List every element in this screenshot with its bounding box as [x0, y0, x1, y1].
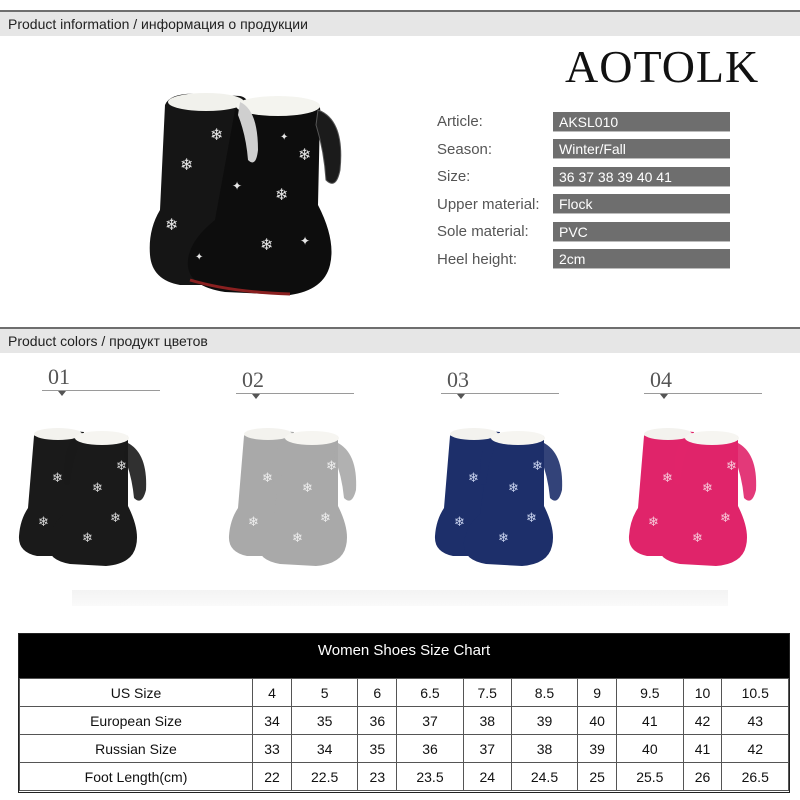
size-chart-cell: 37 — [397, 707, 463, 735]
svg-text:❄: ❄ — [92, 481, 103, 496]
size-chart-row-label: Foot Length(cm) — [20, 763, 253, 791]
size-chart-cell: 24.5 — [511, 763, 577, 791]
size-chart-cell: 42 — [683, 707, 722, 735]
svg-text:❄: ❄ — [210, 125, 224, 144]
svg-text:✦: ✦ — [195, 252, 204, 263]
spec-value-article: AKSL010 — [553, 112, 730, 132]
display-shelf — [72, 590, 728, 606]
color-number-02: 02 — [242, 367, 264, 392]
size-chart-cell: 9 — [578, 679, 617, 707]
size-chart-cell: 41 — [683, 735, 722, 763]
size-chart-cell: 25 — [578, 763, 617, 791]
size-chart-cell: 38 — [463, 707, 511, 735]
size-chart-title: Women Shoes Size Chart — [19, 634, 789, 678]
size-chart-cell: 41 — [617, 707, 683, 735]
color-pointer-03 — [457, 394, 465, 399]
spec-label-season: Season: — [437, 141, 493, 158]
spec-label-heel-height: Heel height: — [437, 251, 518, 268]
svg-text:❄: ❄ — [248, 515, 259, 530]
color-number-03: 03 — [447, 367, 469, 392]
size-chart-cell: 10.5 — [722, 679, 789, 707]
svg-text:❄: ❄ — [180, 155, 194, 174]
size-chart-cell: 36 — [397, 735, 463, 763]
svg-text:❄: ❄ — [662, 471, 673, 486]
svg-text:✦: ✦ — [300, 234, 311, 248]
size-chart-cell: 23.5 — [397, 763, 463, 791]
spec-value-size: 36 37 38 39 40 41 — [553, 167, 730, 187]
size-chart-cell: 8.5 — [511, 679, 577, 707]
svg-text:❄: ❄ — [320, 511, 331, 526]
svg-text:❄: ❄ — [302, 481, 313, 496]
svg-text:❄: ❄ — [275, 185, 289, 204]
svg-text:❄: ❄ — [648, 515, 659, 530]
product-info-title: Product information / информация о продукции — [8, 16, 308, 32]
spec-value-season: Winter/Fall — [553, 139, 730, 159]
size-chart-row — [20, 679, 789, 707]
size-chart-row — [20, 763, 789, 791]
size-chart-cell: 25.5 — [617, 763, 683, 791]
size-chart-cell: 42 — [722, 735, 789, 763]
size-chart-cell: 26 — [683, 763, 722, 791]
size-chart-cell: 10 — [683, 679, 722, 707]
spec-label-upper-material: Upper material: — [437, 196, 540, 213]
size-chart-cell: 5 — [291, 679, 357, 707]
size-chart-cell: 26.5 — [722, 763, 789, 791]
svg-text:❄: ❄ — [116, 459, 127, 474]
svg-text:❄: ❄ — [110, 511, 121, 526]
size-chart-cell: 6.5 — [397, 679, 463, 707]
size-chart-cell: 23 — [358, 763, 397, 791]
size-chart-row-label: European Size — [20, 707, 253, 735]
color-number-04: 04 — [650, 367, 672, 392]
gray-slipper-boot-image — [222, 422, 372, 572]
color-pointer-04 — [660, 394, 668, 399]
size-chart-cell: 34 — [291, 735, 357, 763]
size-chart-cell: 38 — [511, 735, 577, 763]
product-colors-header — [0, 327, 800, 353]
svg-text:❄: ❄ — [82, 531, 93, 546]
black-slipper-boot-image — [12, 422, 162, 572]
svg-text:❄: ❄ — [508, 481, 519, 496]
size-chart-row-label: Russian Size — [20, 735, 253, 763]
size-chart-cell: 9.5 — [617, 679, 683, 707]
size-chart-cell: 39 — [511, 707, 577, 735]
size-chart-row — [20, 735, 789, 763]
svg-text:❄: ❄ — [726, 459, 737, 474]
svg-text:✦: ✦ — [280, 132, 289, 143]
svg-text:❄: ❄ — [532, 459, 543, 474]
spec-label-article: Article: — [437, 113, 483, 130]
size-chart — [18, 633, 790, 793]
brand-name: AOTOLK — [565, 41, 760, 92]
spec-value-heel-height: 2cm — [553, 249, 730, 269]
svg-text:❄: ❄ — [298, 145, 312, 164]
svg-text:✦: ✦ — [232, 179, 243, 193]
color-pointer-01 — [58, 391, 66, 396]
svg-text:❄: ❄ — [720, 511, 731, 526]
size-chart-cell: 43 — [722, 707, 789, 735]
size-chart-cell: 22.5 — [291, 763, 357, 791]
size-chart-cell: 7.5 — [463, 679, 511, 707]
color-number-01: 01 — [48, 364, 70, 389]
svg-text:❄: ❄ — [326, 459, 337, 474]
svg-text:❄: ❄ — [454, 515, 465, 530]
size-chart-cell: 6 — [358, 679, 397, 707]
spec-value-sole-material: PVC — [553, 222, 730, 242]
navy-slipper-boot-image — [428, 422, 578, 572]
size-chart-cell: 34 — [253, 707, 292, 735]
size-chart-cell: 35 — [291, 707, 357, 735]
spec-value-upper-material: Flock — [553, 194, 730, 214]
svg-text:❄: ❄ — [526, 511, 537, 526]
size-chart-cell: 36 — [358, 707, 397, 735]
size-chart-cell: 35 — [358, 735, 397, 763]
spec-label-sole-material: Sole material: — [437, 223, 529, 240]
size-chart-row — [20, 707, 789, 735]
svg-text:❄: ❄ — [52, 471, 63, 486]
svg-text:❄: ❄ — [165, 215, 179, 234]
size-chart-cell: 40 — [617, 735, 683, 763]
svg-text:❄: ❄ — [292, 531, 303, 546]
size-chart-cell: 37 — [463, 735, 511, 763]
svg-text:❄: ❄ — [468, 471, 479, 486]
pink-slipper-boot-image — [622, 422, 772, 572]
product-colors-title: Product colors / продукт цветов — [8, 333, 208, 349]
svg-text:❄: ❄ — [692, 531, 703, 546]
svg-text:❄: ❄ — [260, 235, 274, 254]
size-chart-cell: 39 — [578, 735, 617, 763]
product-info-header — [0, 10, 800, 36]
size-chart-cell: 40 — [578, 707, 617, 735]
svg-text:❄: ❄ — [38, 515, 49, 530]
hero-boots-image — [140, 80, 360, 300]
size-chart-cell: 33 — [253, 735, 292, 763]
size-chart-row-label: US Size — [20, 679, 253, 707]
svg-text:❄: ❄ — [262, 471, 273, 486]
spec-label-size: Size: — [437, 168, 471, 185]
svg-text:❄: ❄ — [498, 531, 509, 546]
color-pointer-02 — [252, 394, 260, 399]
size-chart-cell: 4 — [253, 679, 292, 707]
size-chart-cell: 24 — [463, 763, 511, 791]
size-chart-table — [19, 678, 789, 791]
size-chart-cell: 22 — [253, 763, 292, 791]
svg-text:❄: ❄ — [702, 481, 713, 496]
